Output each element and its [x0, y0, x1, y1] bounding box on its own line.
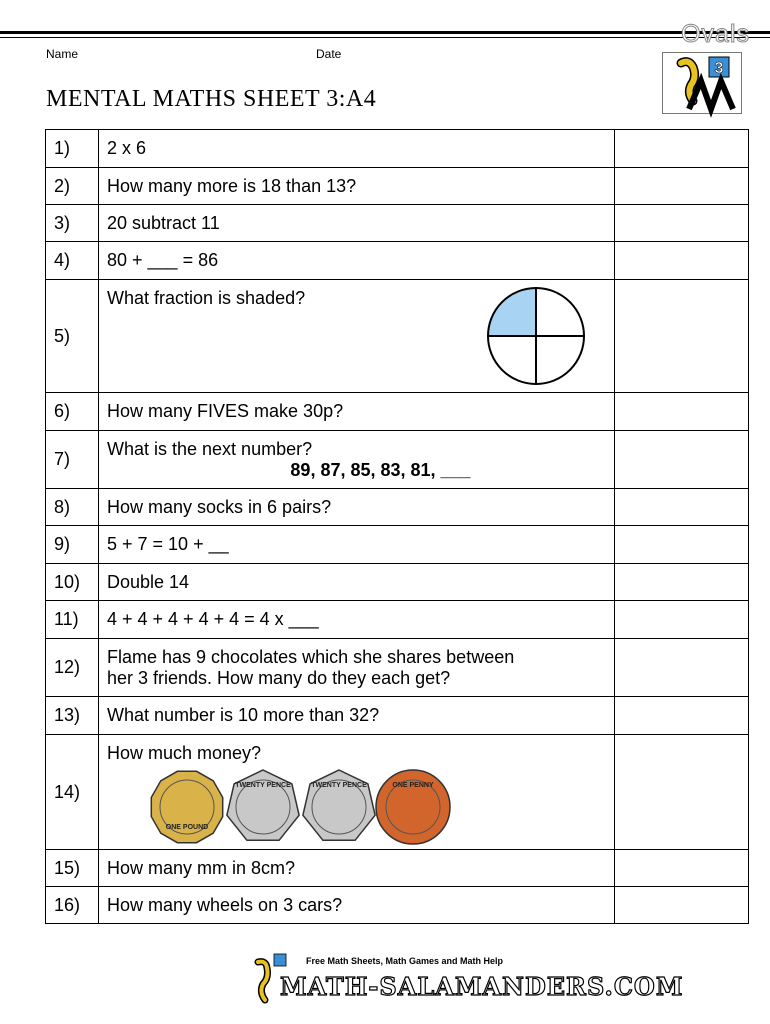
footer-tagline: Free Math Sheets, Math Games and Math Help: [306, 956, 504, 966]
question-row-16: [46, 887, 749, 924]
coin-label: TWENTY PENCE: [311, 782, 367, 789]
question-number: 15): [46, 850, 99, 887]
number-sequence: 89, 87, 85, 83, 81, ___: [290, 459, 471, 480]
name-label: Name: [46, 47, 79, 61]
question-row-5: [46, 280, 749, 393]
twenty-pence-coin: [227, 770, 299, 840]
footer-brand: [248, 952, 684, 1008]
salamander-logo-icon: [663, 53, 741, 113]
question-text: 2 x 6: [99, 130, 615, 168]
question-cell: [99, 280, 615, 393]
question-row-8: [46, 489, 749, 526]
answer-box[interactable]: [615, 526, 749, 564]
question-number: 3): [46, 205, 99, 242]
question-text: What fraction is shaded?: [107, 288, 306, 308]
question-row-3: [46, 205, 749, 242]
question-number: 14): [46, 735, 99, 850]
question-number: 16): [46, 887, 99, 924]
salamander-logo: [662, 52, 742, 114]
answer-box[interactable]: [615, 242, 749, 280]
coins-row: [99, 767, 434, 847]
footer-site-name: MATH-SALAMANDERS.COM: [280, 972, 684, 1001]
answer-box[interactable]: [615, 697, 749, 735]
one-pound-coin: [151, 771, 222, 842]
question-text: 20 subtract 11: [99, 205, 615, 242]
answer-box[interactable]: [615, 564, 749, 601]
top-rule: [0, 31, 770, 34]
question-row-9: [46, 526, 749, 564]
page-title: MENTAL MATHS SHEET 3:A4: [46, 86, 377, 112]
question-text: How many more is 18 than 13?: [99, 168, 615, 205]
question-number: 9): [46, 526, 99, 564]
question-number: 1): [46, 130, 99, 168]
top-rule-thin: [0, 37, 770, 38]
question-number: 7): [46, 431, 99, 489]
question-cell: [99, 735, 615, 850]
question-number: 8): [46, 489, 99, 526]
question-row-11: [46, 601, 749, 639]
question-row-10: [46, 564, 749, 601]
question-text: How many mm in 8cm?: [99, 850, 615, 887]
answer-box[interactable]: [615, 431, 749, 489]
answer-box[interactable]: [615, 130, 749, 168]
coin-label: ONE PENNY: [392, 782, 434, 789]
answer-box[interactable]: [615, 280, 749, 393]
question-row-13: [46, 697, 749, 735]
question-text: How many socks in 6 pairs?: [99, 489, 615, 526]
question-number: 4): [46, 242, 99, 280]
question-row-12: [46, 639, 749, 697]
answer-box[interactable]: [615, 735, 749, 850]
one-penny-coin: [376, 770, 450, 844]
coin-label: TWENTY PENCE: [235, 782, 291, 789]
question-cell: [99, 639, 615, 697]
question-text: What number is 10 more than 32?: [99, 697, 615, 735]
coin-label: ONE POUND: [165, 824, 209, 831]
questions-table: [45, 129, 749, 924]
question-row-6: [46, 393, 749, 431]
answer-box[interactable]: [615, 205, 749, 242]
answer-box[interactable]: [615, 850, 749, 887]
question-text: Double 14: [99, 564, 615, 601]
ghost-title: Ovals: [681, 20, 750, 48]
question-number: 5): [46, 280, 99, 393]
question-cell: [99, 431, 615, 489]
question-number: 6): [46, 393, 99, 431]
question-text: How many wheels on 3 cars?: [99, 887, 615, 924]
question-text-line-2: her 3 friends. How many do they each get?: [107, 667, 451, 688]
question-text: 4 + 4 + 4 + 4 + 4 = 4 x ___: [99, 601, 615, 639]
question-row-7: [46, 431, 749, 489]
question-text: How much money?: [107, 743, 262, 763]
question-row-14: [46, 735, 749, 850]
question-text: How many FIVES make 30p?: [99, 393, 615, 431]
question-row-1: [46, 130, 749, 168]
question-text: 80 + ___ = 86: [99, 242, 615, 280]
question-text: 5 + 7 = 10 + __: [99, 526, 615, 564]
question-row-15: [46, 850, 749, 887]
question-row-4: [46, 242, 749, 280]
answer-box[interactable]: [615, 601, 749, 639]
answer-box[interactable]: [615, 887, 749, 924]
question-number: 10): [46, 564, 99, 601]
question-number: 11): [46, 601, 99, 639]
question-number: 13): [46, 697, 99, 735]
answer-box[interactable]: [615, 639, 749, 697]
answer-box[interactable]: [615, 168, 749, 205]
date-label: Date: [316, 47, 342, 61]
svg-text:3: 3: [714, 60, 724, 77]
question-text-line-1: Flame has 9 chocolates which she shares between: [107, 646, 515, 667]
twenty-pence-coin: [303, 770, 375, 840]
question-row-2: [46, 168, 749, 205]
fraction-circle: [484, 284, 588, 388]
answer-box[interactable]: [615, 393, 749, 431]
question-number: 12): [46, 639, 99, 697]
question-number: 2): [46, 168, 99, 205]
question-text: What is the next number?: [107, 438, 313, 459]
answer-box[interactable]: [615, 489, 749, 526]
